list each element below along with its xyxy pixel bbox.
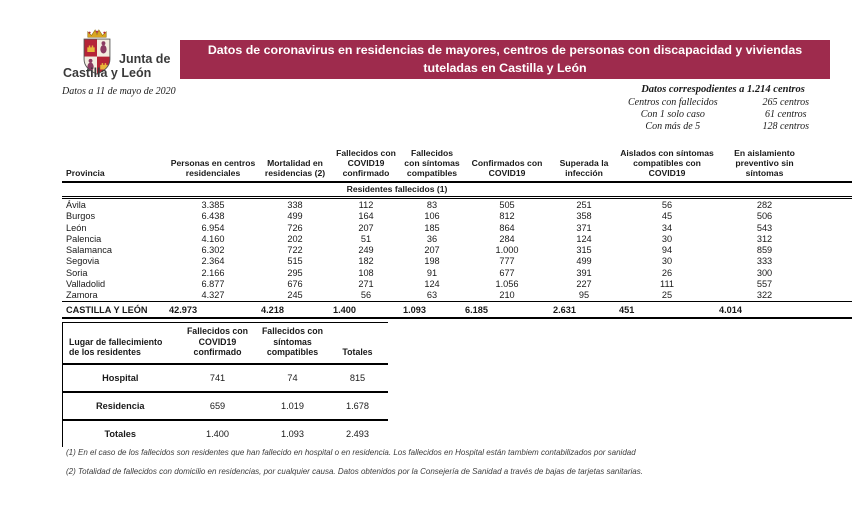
value-cell: 210 <box>499 290 515 301</box>
value-cell: 300 <box>756 267 773 278</box>
spacer-cell <box>812 290 852 302</box>
value-cell: 726 <box>287 222 303 233</box>
spacer-cell <box>812 146 852 182</box>
centers-summary-rows <box>610 97 836 134</box>
value-cell: 515 <box>287 256 303 267</box>
col-header-aislados: Aislados con síntomas compatibles con COVID19 <box>617 146 717 182</box>
table-header-row <box>62 146 852 182</box>
table-row <box>62 267 852 278</box>
table-row <box>62 256 852 267</box>
table-row <box>62 211 852 222</box>
value-cell: 227 <box>576 279 592 289</box>
summary-row <box>610 109 836 121</box>
table-row <box>62 245 852 256</box>
place-label: Totales <box>104 428 136 439</box>
place-label: Hospital <box>63 364 178 392</box>
col-header-superada: Superada la infección <box>551 146 617 182</box>
value-cell: 249 <box>358 245 374 256</box>
province-name: Ávila <box>66 199 86 210</box>
summary-label: Centros con fallecidos <box>627 97 718 108</box>
col-header-fallecidos-covid: Fallecidos con COVID19 confirmado <box>178 323 258 364</box>
value-cell: 63 <box>426 290 438 301</box>
place-label: Residencia <box>63 392 178 420</box>
value-cell: 295 <box>287 267 303 278</box>
col-header-fallecidos-covid: Fallecidos con COVID19 confirmado <box>331 146 401 182</box>
total-value-cell: 4.014 <box>717 302 812 319</box>
summary-value: 128 centros <box>762 121 810 133</box>
total-value-cell: 451 <box>617 302 717 319</box>
summary-row <box>610 121 836 133</box>
col-header-personas: Personas en centros residenciales <box>167 146 259 182</box>
table-header-row <box>63 323 388 364</box>
value-cell: 499 <box>576 256 592 267</box>
value-cell: 207 <box>424 245 440 256</box>
footnote: (1) En el caso de los fallecidos son residentes que han fallecido en hospital o en residencia. Los fallecidos en Hospital están tambiem contabilizados por sanidad <box>66 448 636 457</box>
total-value-cell: 2.631 <box>551 302 617 319</box>
value-cell: 1.093 <box>281 428 304 439</box>
value-cell: 315 <box>576 245 592 256</box>
value-cell: 4.327 <box>201 290 225 301</box>
value-cell: 111 <box>660 279 674 289</box>
value-cell: 1.000 <box>495 245 519 256</box>
spacer-cell <box>812 211 852 222</box>
col-header-fallecidos-sintomas: Fallecidos con síntomas compatibles <box>258 323 328 364</box>
value-cell: 505 <box>499 199 515 210</box>
value-cell: 1.400 <box>206 428 229 439</box>
value-cell: 722 <box>287 245 303 256</box>
value-cell: 124 <box>424 279 440 289</box>
value-cell: 741 <box>178 364 258 392</box>
value-cell: 56 <box>661 199 673 210</box>
table-row <box>63 364 388 392</box>
value-cell: 864 <box>499 222 515 233</box>
value-cell: 51 <box>360 233 372 244</box>
value-cell: 6.877 <box>201 279 225 289</box>
report-title-banner <box>180 40 830 79</box>
col-header-lugar: Lugar de fallecimiento de los residentes <box>63 323 178 364</box>
value-cell: 26 <box>661 267 673 278</box>
value-cell: 3.385 <box>201 199 225 210</box>
value-cell: 499 <box>287 211 303 222</box>
table-row <box>62 222 852 233</box>
value-cell: 391 <box>576 267 592 278</box>
place-of-death-table <box>62 322 388 447</box>
value-cell: 207 <box>358 222 374 233</box>
province-name: Salamanca <box>66 245 112 256</box>
value-cell: 1.019 <box>258 392 328 420</box>
total-value-cell: 1.400 <box>331 302 401 319</box>
value-cell: 112 <box>358 199 374 210</box>
value-cell: 182 <box>358 256 374 267</box>
value-cell: 2.166 <box>201 267 225 278</box>
centers-summary <box>610 84 836 134</box>
value-cell: 676 <box>287 279 303 289</box>
summary-value: 265 centros <box>762 97 810 108</box>
total-value-cell: 42.973 <box>167 302 259 319</box>
value-cell: 6.954 <box>201 222 225 233</box>
summary-value: 61 centros <box>764 109 807 121</box>
value-cell: 45 <box>661 211 673 222</box>
total-value-cell: 4.218 <box>259 302 331 319</box>
table-row <box>63 420 388 447</box>
spacer-cell <box>812 233 852 244</box>
value-cell: 185 <box>424 222 440 233</box>
org-name-line2: Castilla y León <box>63 66 152 80</box>
value-cell: 371 <box>576 222 592 233</box>
org-name-line1: Junta de <box>119 52 171 66</box>
value-cell: 271 <box>358 279 374 289</box>
col-header-confirmados: Confirmados con COVID19 <box>463 146 551 182</box>
value-cell: 2.493 <box>346 428 369 439</box>
value-cell: 859 <box>756 245 773 256</box>
value-cell: 91 <box>426 267 438 278</box>
summary-label: Con 1 solo caso <box>640 109 705 121</box>
spacer-cell <box>812 256 852 267</box>
value-cell: 106 <box>424 211 440 222</box>
value-cell: 284 <box>499 233 515 244</box>
value-cell: 6.438 <box>201 211 225 222</box>
value-cell: 1.056 <box>495 279 519 289</box>
value-cell: 83 <box>426 199 438 210</box>
col-header-provincia: Provincia <box>62 146 167 182</box>
province-name: Segovia <box>66 256 100 267</box>
spacer-cell <box>812 279 852 290</box>
value-cell: 506 <box>756 211 773 222</box>
spacer-cell <box>812 267 852 278</box>
value-cell: 2.364 <box>201 256 225 267</box>
value-cell: 812 <box>499 211 515 222</box>
province-name: Valladolid <box>66 279 106 289</box>
report-title: Datos de coronavirus en residencias de mayores, centros de personas con discapacidad y viviendas tuteladas en Castilla y León <box>207 43 803 75</box>
province-name: León <box>66 222 87 233</box>
province-name: Palencia <box>66 233 102 244</box>
table-row <box>62 233 852 244</box>
value-cell: 777 <box>499 256 515 267</box>
date-note: Datos a 11 de mayo de 2020 <box>62 86 176 97</box>
value-cell: 333 <box>756 256 773 267</box>
value-cell: 4.160 <box>201 233 225 244</box>
value-cell: 30 <box>661 256 673 267</box>
spacer-cell <box>463 182 852 198</box>
provinces-table-body <box>62 198 852 302</box>
value-cell: 338 <box>287 199 303 210</box>
total-value-cell: 1.093 <box>401 302 463 319</box>
summary-label: Con más de 5 <box>645 121 701 133</box>
table-subheader-row <box>62 182 852 198</box>
total-row-label: CASTILLA Y LEÓN <box>62 302 167 319</box>
centers-summary-title: Datos correspodientes a 1.214 centros <box>641 84 805 95</box>
value-cell: 322 <box>756 290 773 301</box>
col-header-aislamiento-preventivo: En aislamiento preventivo sin síntomas <box>717 146 812 182</box>
spacer-cell <box>812 222 852 233</box>
col-header-fallecidos-sintomas: Fallecidos con síntomas compatibles <box>401 146 463 182</box>
value-cell: 202 <box>287 233 303 244</box>
table-row <box>62 279 852 290</box>
value-cell: 6.302 <box>201 245 225 256</box>
footnotes <box>66 448 643 486</box>
summary-row <box>610 97 836 109</box>
value-cell: 95 <box>578 290 590 301</box>
value-cell: 1.678 <box>328 392 388 420</box>
col-header-totales: Totales <box>328 323 388 364</box>
province-name: Burgos <box>66 211 96 222</box>
provinces-table <box>62 146 852 319</box>
value-cell: 312 <box>756 233 773 244</box>
spacer-cell <box>812 245 852 256</box>
value-cell: 74 <box>258 364 328 392</box>
spacer-cell <box>812 302 852 319</box>
value-cell: 124 <box>576 233 592 244</box>
table-row <box>62 290 852 302</box>
value-cell: 36 <box>426 233 438 244</box>
spacer-cell <box>62 182 331 198</box>
value-cell: 25 <box>661 290 673 301</box>
province-name: Zamora <box>66 290 98 301</box>
place-of-death-body <box>63 364 388 447</box>
value-cell: 358 <box>576 211 592 222</box>
value-cell: 108 <box>358 267 374 278</box>
table-row <box>62 198 852 211</box>
value-cell: 34 <box>661 222 673 233</box>
spacer-cell <box>812 198 852 211</box>
value-cell: 815 <box>328 364 388 392</box>
value-cell: 198 <box>424 256 440 267</box>
value-cell: 245 <box>287 290 303 301</box>
value-cell: 677 <box>499 267 515 278</box>
subheader-residentes-fallecidos: Residentes fallecidos (1) <box>331 182 463 198</box>
table-row <box>63 392 388 420</box>
province-name: Soria <box>66 267 88 278</box>
total-row <box>62 302 852 319</box>
value-cell: 251 <box>576 199 592 210</box>
value-cell: 94 <box>661 245 673 256</box>
value-cell: 30 <box>661 233 673 244</box>
col-header-mortalidad: Mortalidad en residencias (2) <box>259 146 331 182</box>
total-value-cell: 6.185 <box>463 302 551 319</box>
value-cell: 659 <box>178 392 258 420</box>
value-cell: 164 <box>358 211 374 222</box>
value-cell: 557 <box>756 279 773 289</box>
value-cell: 282 <box>756 199 773 210</box>
value-cell: 543 <box>756 222 773 233</box>
value-cell: 56 <box>360 290 372 301</box>
footnote: (2) Totalidad de fallecidos con domicilio en residencias, por cualquier causa. Datos obtenidos por la Consejería de Sanidad a través de bajas de tarjetas sanitarias. <box>66 467 643 476</box>
